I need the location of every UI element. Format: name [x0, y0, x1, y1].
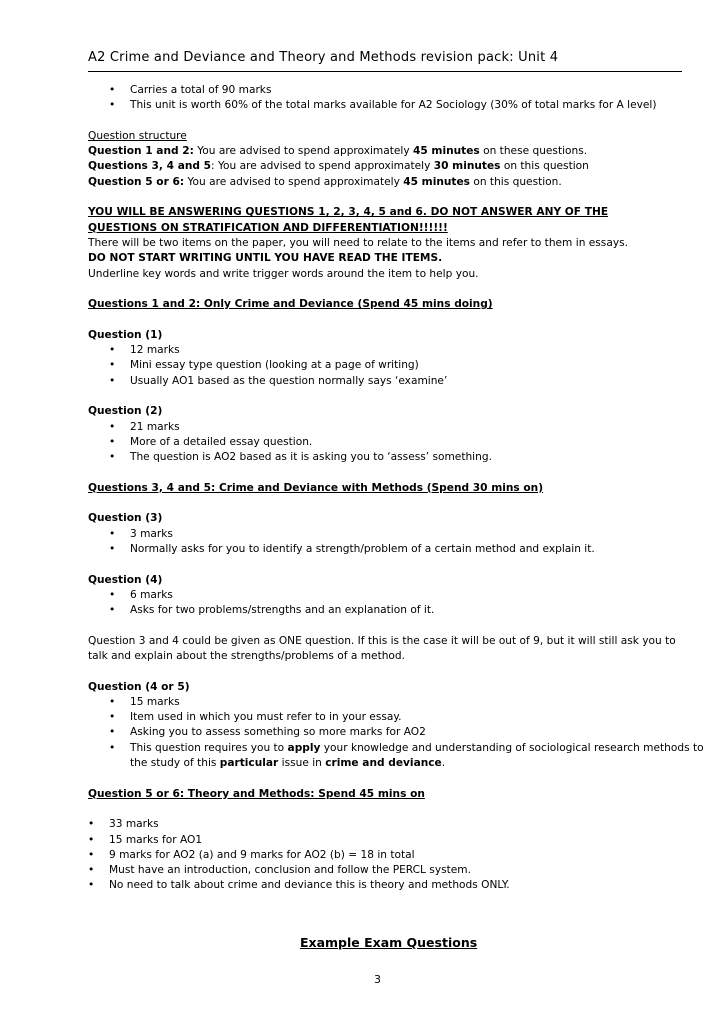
bullet-icon: •	[109, 374, 116, 387]
bullet-icon: •	[109, 588, 116, 601]
section-heading-1: Questions 1 and 2: Only Crime and Deviance (Spend 45 mins doing)	[88, 298, 493, 311]
bullet-icon: •	[109, 527, 116, 540]
page-header: A2 Crime and Deviance and Theory and Methods revision pack: Unit 4	[88, 50, 682, 72]
example-exam-questions-heading: Example Exam Questions	[300, 935, 478, 950]
list-item: • No need to talk about crime and deviance this is theory and methods ONLY.	[88, 878, 692, 893]
bullet-icon: •	[88, 864, 95, 877]
warning-line-4: DO NOT START WRITING UNTIL YOU HAVE READ THE ITEMS.	[88, 252, 443, 265]
list-item: • 3 marks	[88, 527, 692, 542]
section-heading-3: Question 5 or 6: Theory and Methods: Spend 45 mins on	[88, 787, 425, 800]
list-item: • 12 marks	[88, 343, 692, 358]
list-item: • Must have an introduction, conclusion and follow the PERCL system.	[88, 863, 692, 878]
warning-line-2: QUESTIONS ON STRATIFICATION AND DIFFERENTIATION!!!!!!	[88, 221, 448, 234]
warning-line-1: YOU WILL BE ANSWERING QUESTIONS 1, 2, 3, 4, 5 and 6. DO NOT ANSWER ANY OF THE	[88, 206, 609, 219]
bullet-icon: •	[109, 542, 116, 555]
q34-note-line-2: talk and explain about the strengths/problems of a method.	[88, 649, 406, 662]
structure-q345: Questions 3, 4 and 5: You are advised to spend approximately 30 minutes on this question	[88, 160, 589, 173]
section-heading-2: Questions 3, 4 and 5: Crime and Deviance with Methods (Spend 30 mins on)	[88, 481, 544, 494]
question-1-title: Question (1)	[88, 328, 163, 341]
warning-line-5: Underline key words and write trigger words around the item to help you.	[88, 267, 479, 280]
list-item: • 21 marks	[88, 420, 692, 435]
structure-q12: Question 1 and 2: You are advised to spend approximately 45 minutes on these questions.	[88, 145, 588, 158]
bullet-icon: •	[88, 818, 95, 831]
bullet-icon: •	[109, 711, 116, 724]
list-item: • This question requires you to apply your knowledge and understanding of sociological research methods to	[88, 741, 692, 756]
bullet-icon: •	[109, 344, 116, 357]
bullet-icon: •	[109, 435, 116, 448]
question-4-title: Question (4)	[88, 573, 163, 586]
bullet-icon: •	[109, 420, 116, 433]
warning-line-3: There will be two items on the paper, you will need to relate to the items and refer to them in essays.	[88, 236, 628, 249]
list-item: • Asks for two problems/strengths and an explanation of it.	[88, 603, 692, 618]
list-item: • Normally asks for you to identify a strength/problem of a certain method and explain it.	[88, 542, 692, 557]
page-number: 3	[374, 973, 381, 986]
question-3-title: Question (3)	[88, 512, 163, 525]
list-item: • Usually AO1 based as the question normally says ‘examine’	[88, 374, 692, 389]
bullet-icon: •	[109, 359, 116, 372]
bullet-icon: •	[88, 833, 95, 846]
bullet-icon: •	[109, 451, 116, 464]
bullet-icon: •	[109, 84, 116, 96]
bullet-icon: •	[109, 99, 116, 112]
list-item: • Item used in which you must refer to in your essay.	[88, 710, 692, 725]
bullet-icon: •	[109, 726, 116, 739]
structure-heading: Question structure	[88, 129, 187, 142]
list-item: • Asking you to assess something so more marks for AO2	[88, 725, 692, 740]
structure-q56: Question 5 or 6: You are advised to spend approximately 45 minutes on this question.	[88, 175, 562, 188]
bullet-icon: •	[109, 695, 116, 708]
list-item: • 6 marks	[88, 588, 692, 603]
list-item: • 9 marks for AO2 (a) and 9 marks for AO2 (b) = 18 in total	[88, 848, 692, 863]
question-45-title: Question (4 or 5)	[88, 680, 190, 693]
list-item: • The question is AO2 based as it is asking you to ‘assess’ something.	[88, 450, 692, 465]
question-2-title: Question (2)	[88, 405, 163, 418]
bullet-icon: •	[88, 879, 95, 892]
list-item: • This unit is worth 60% of the total marks available for A2 Sociology (30% of total marks for A level)	[88, 98, 692, 113]
list-item-continuation: the study of this particular issue in crime and deviance.	[130, 757, 446, 770]
list-item: • More of a detailed essay question.	[88, 435, 692, 450]
list-item: • Carries a total of 90 marks	[88, 83, 692, 98]
list-item: • 15 marks for AO1	[88, 833, 692, 848]
bullet-icon: •	[109, 741, 116, 754]
bullet-icon: •	[88, 848, 95, 861]
q34-note-line-1: Question 3 and 4 could be given as ONE question. If this is the case it will be out of 9, but it will still ask you to	[88, 634, 676, 647]
list-item: • Mini essay type question (looking at a page of writing)	[88, 358, 692, 373]
page-content	[88, 83, 704, 894]
bullet-icon: •	[109, 604, 116, 617]
list-item: • 15 marks	[88, 695, 692, 710]
list-item: • 33 marks	[88, 817, 692, 832]
